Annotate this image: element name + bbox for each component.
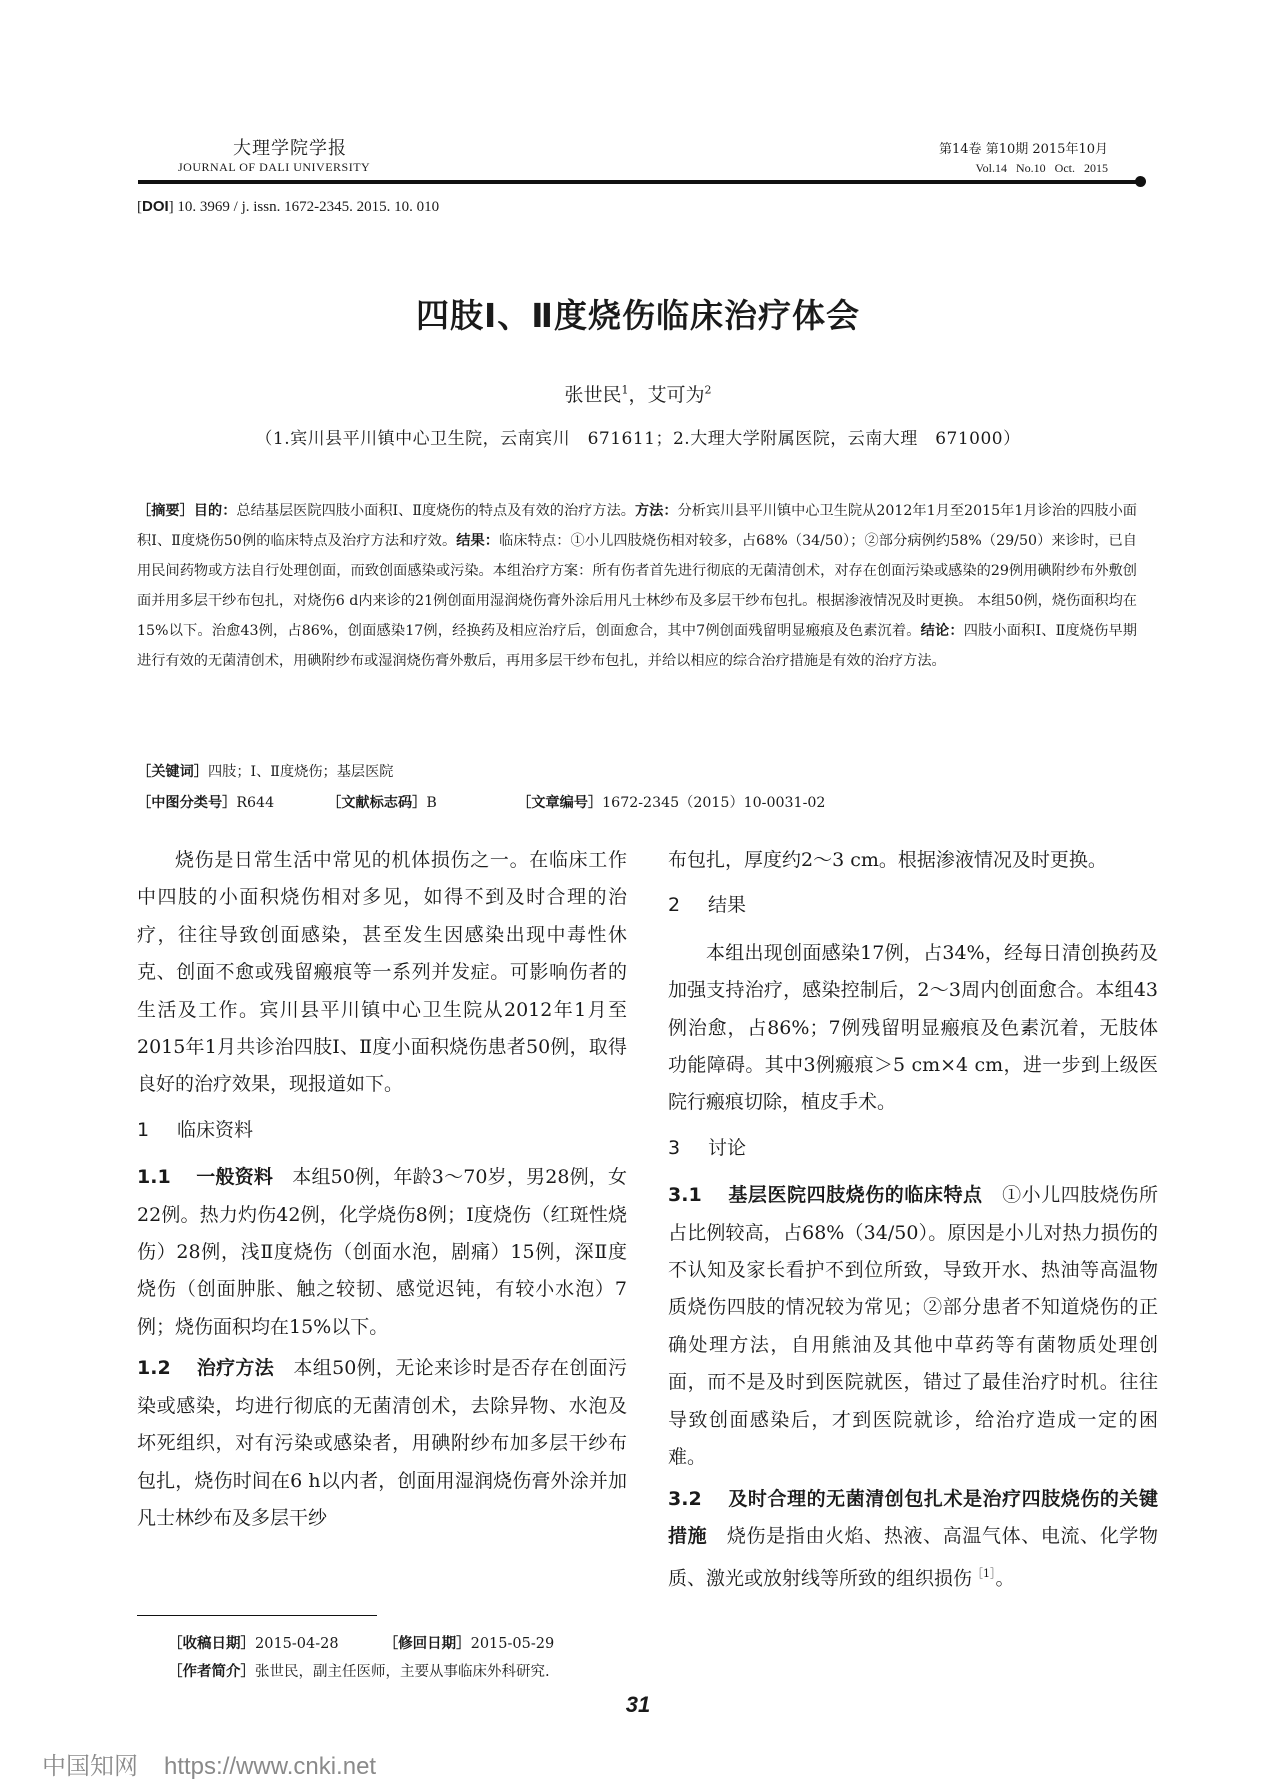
revised-tag: ［修回日期］ — [383, 1636, 471, 1652]
cnki-url[interactable]: https://www.cnki.net — [164, 1753, 377, 1780]
keywords — [137, 761, 393, 781]
section-3-2-number: 3.2 — [668, 1487, 702, 1510]
article-no-tag: ［文章编号］ — [517, 795, 603, 811]
section-1-1-number: 1.1 — [137, 1166, 171, 1189]
section-3-1-title: 基层医院四肢烧伤的临床特点 — [728, 1184, 983, 1207]
section-3-2 — [668, 1481, 1158, 1599]
footnote-dates — [168, 1632, 554, 1653]
author-1: 张世民 — [564, 384, 622, 406]
section-3-1-number: 3.1 — [668, 1184, 702, 1207]
abstract-conclusion: 四肢小面积Ⅰ、Ⅱ度烧伤早期进行有效的无菌清创术，用碘附纱布或湿润烧伤膏外敷后，再用多层干纱布包扎，并给以相应的综合治疗措施是有效的治疗方法。 — [137, 623, 1137, 669]
abstract-conclusion-label: 结论： — [920, 623, 964, 639]
section-1-1-title: 一般资料 — [196, 1166, 274, 1189]
abstract-objective-label: 目的： — [193, 503, 237, 519]
body-column-right — [668, 842, 1158, 1598]
clc-tag: ［中图分类号］ — [137, 795, 237, 811]
footnote-rule — [137, 1615, 377, 1616]
abstract-result-label: 结果： — [456, 533, 500, 549]
cnki-brand: 中国知网 — [42, 1752, 138, 1780]
section-3-2-end: 。 — [995, 1567, 1015, 1590]
section-1-2 — [137, 1350, 627, 1537]
author-list — [0, 380, 1276, 407]
section-1-heading — [137, 1112, 627, 1149]
abstract — [137, 496, 1137, 676]
section-1-2-number: 1.2 — [137, 1357, 171, 1380]
section-1-2-continued: 布包扎，厚度约2～3 cm。根据渗液情况及时更换。 — [668, 849, 1107, 871]
abstract-result: 临床特点：①小儿四肢烧伤相对较多，占68%（34/50）；②部分病例约58%（29/50）来诊时，已自用民间药物或方法自行处理创面，而致创面感染或污染。本组治疗方案：所有伤者首先进行彻底的无菌清创术，对存在创面污染或感染的29例用碘附纱布外敷创面并用多层干纱布包扎，对烧伤6 d内来诊的21例创面用湿润烧伤膏外涂后用凡士林纱布及多层干纱布包扎。根据渗液情况及时更换。 本组50例，烧伤面积均在15%以下。治愈43例，占86%，创面感染17例，经换药及相应治疗后，创面愈合，其中7例创面残留明显瘢痕及色素沉着。 — [137, 533, 1137, 639]
article-no-value: 1672-2345（2015）10-0031-02 — [602, 795, 826, 811]
body-column-left — [137, 842, 627, 1537]
abstract-objective: 总结基层医院四肢小面积Ⅰ、Ⅱ度烧伤的特点及有效的治疗方法。 — [236, 503, 635, 519]
section-3-1 — [668, 1177, 1158, 1476]
section-2-heading — [668, 887, 1158, 924]
clc-value: R644 — [236, 795, 275, 811]
author-bio-tag: ［作者简介］ — [168, 1664, 255, 1680]
received-tag: ［收稿日期］ — [168, 1636, 255, 1652]
section-1-number: 1 — [137, 1118, 150, 1141]
classification-line — [137, 792, 1137, 812]
keywords-tag: ［关键词］ — [137, 764, 208, 780]
doi-value[interactable]: 10. 3969 / j. issn. 1672-2345. 2015. 10. 010 — [177, 199, 440, 215]
citation-ref[interactable]: ［1］ — [972, 1567, 996, 1581]
footnote-author — [168, 1660, 550, 1681]
header-rule — [138, 180, 1138, 184]
revised-date: 2015-05-29 — [470, 1636, 555, 1652]
author-2-affil: 2 — [704, 383, 712, 397]
received-date: 2015-04-28 — [255, 1636, 339, 1652]
intro-paragraph: 烧伤是日常生活中常见的机体损伤之一。在临床工作中四肢的小面积烧伤相对多见，如得不到及时合理的治疗，往往导致创面感染，甚至发生因感染出现中毒性休克、创面不愈或残留瘢痕等一系列并发症。可影响伤者的生活及工作。宾川县平川镇中心卫生院从2012年1月至2015年1月共诊治四肢Ⅰ、Ⅱ度小面积烧伤患者50例，取得良好的治疗效果，现报道如下。 — [137, 849, 627, 1096]
section-2-number: 2 — [668, 894, 681, 917]
section-3-1-text: ①小儿四肢烧伤所占比例较高，占68%（34/50）。原因是小儿对热力损伤的不认知及家长看护不到位所致，导致开水、热油等高温物质烧伤四肢的情况较为常见；②部分患者不知道烧伤的正确处理方法，自用熊油及其他中草药等有菌物质处理创面，而不是及时到医院就医，错过了最佳治疗时机。往往导致创面感染后，才到医院就诊，给治疗造成一定的困难。 — [668, 1184, 1158, 1469]
article-title: 四肢Ⅰ、Ⅱ度烧伤临床治疗体会 — [415, 296, 860, 335]
section-1-2-title: 治疗方法 — [196, 1357, 275, 1380]
author-sep: ， — [628, 384, 648, 406]
section-2-text: 本组出现创面感染17例，占34%，经每日清创换药及加强支持治疗，感染控制后，2～3周内创面愈合。本组43例治愈，占86%；7例残留明显瘢痕及色素沉着，无肢体功能障碍。其中3例瘢痕＞5 cm×4 cm，进一步到上级医院行瘢痕切除，植皮手术。 — [668, 941, 1158, 1114]
section-1-2-text: 本组50例，无论来诊时是否存在创面污染或感染，均进行彻底的无菌清创术，去除异物、水泡及坏死组织，对有污染或感染者，用碘附纱布加多层干纱布包扎，烧伤时间在6 h以内者，创面用湿润烧伤膏外涂并加凡士林纱布及多层干纱 — [137, 1357, 627, 1529]
section-3-heading — [668, 1130, 1158, 1167]
section-1-1 — [137, 1159, 627, 1346]
section-3-2-title: 及时合理的无菌清创包扎术是治疗四肢烧伤的关键措施 — [668, 1487, 1158, 1547]
issue-info-en: Vol.14 No.10 Oct. 2015 — [975, 161, 1108, 175]
affiliations: （1.宾川县平川镇中心卫生院，云南宾川 671611；2.大理大学附属医院，云南大理 671000） — [255, 429, 1021, 449]
section-3-title: 讨论 — [708, 1136, 747, 1159]
doc-code-value: B — [426, 795, 437, 811]
journal-name-en: JOURNAL OF DALI UNIVERSITY — [178, 160, 371, 174]
abstract-method: 分析宾川县平川镇中心卫生院从2012年1月至2015年1月诊治的四肢小面积Ⅰ、Ⅱ度烧伤50例的临床特点及治疗方法和疗效。 — [137, 503, 1137, 549]
page-number: 31 — [625, 1692, 651, 1717]
abstract-tag: ［摘要］ — [137, 503, 194, 519]
section-1-1-text: 本组50例，年龄3～70岁，男28例，女22例。热力灼伤42例，化学烧伤8例；Ⅰ度烧伤（红斑性烧伤）28例，浅Ⅱ度烧伤（创面水泡，剧痛）15例，深Ⅱ度烧伤（创面肿胀、触之较韧、感觉迟钝，有较小水泡）7例；烧伤面积均在15%以下。 — [137, 1166, 627, 1338]
doi-tag: DOI — [142, 198, 169, 215]
author-2: 艾可为 — [647, 384, 705, 406]
section-3-2-text: 烧伤是指由火焰、热液、高温气体、电流、化学物质、激光或放射线等所致的组织损伤 — [668, 1524, 1158, 1590]
journal-name-cn: 大理学院学报 — [233, 138, 347, 159]
section-1-title: 临床资料 — [177, 1118, 254, 1141]
header-rule-dot — [1135, 176, 1146, 187]
section-3-number: 3 — [668, 1136, 681, 1159]
doi-line: [DOI] 10. 3969 / j. issn. 1672-2345. 2015. 10. 010 — [137, 198, 440, 215]
author-bio: 张世民，副主任医师，主要从事临床外科研究. — [255, 1664, 550, 1680]
section-2-title: 结果 — [708, 894, 747, 917]
cnki-watermark — [42, 1746, 376, 1781]
author-1-affil: 1 — [621, 383, 629, 397]
keywords-value: 四肢；Ⅰ、Ⅱ度烧伤；基层医院 — [207, 764, 394, 780]
issue-info-cn: 第14卷 第10期 2015年10月 — [939, 142, 1108, 157]
abstract-method-label: 方法： — [634, 503, 678, 519]
doc-code-tag: ［文献标志码］ — [327, 795, 427, 811]
